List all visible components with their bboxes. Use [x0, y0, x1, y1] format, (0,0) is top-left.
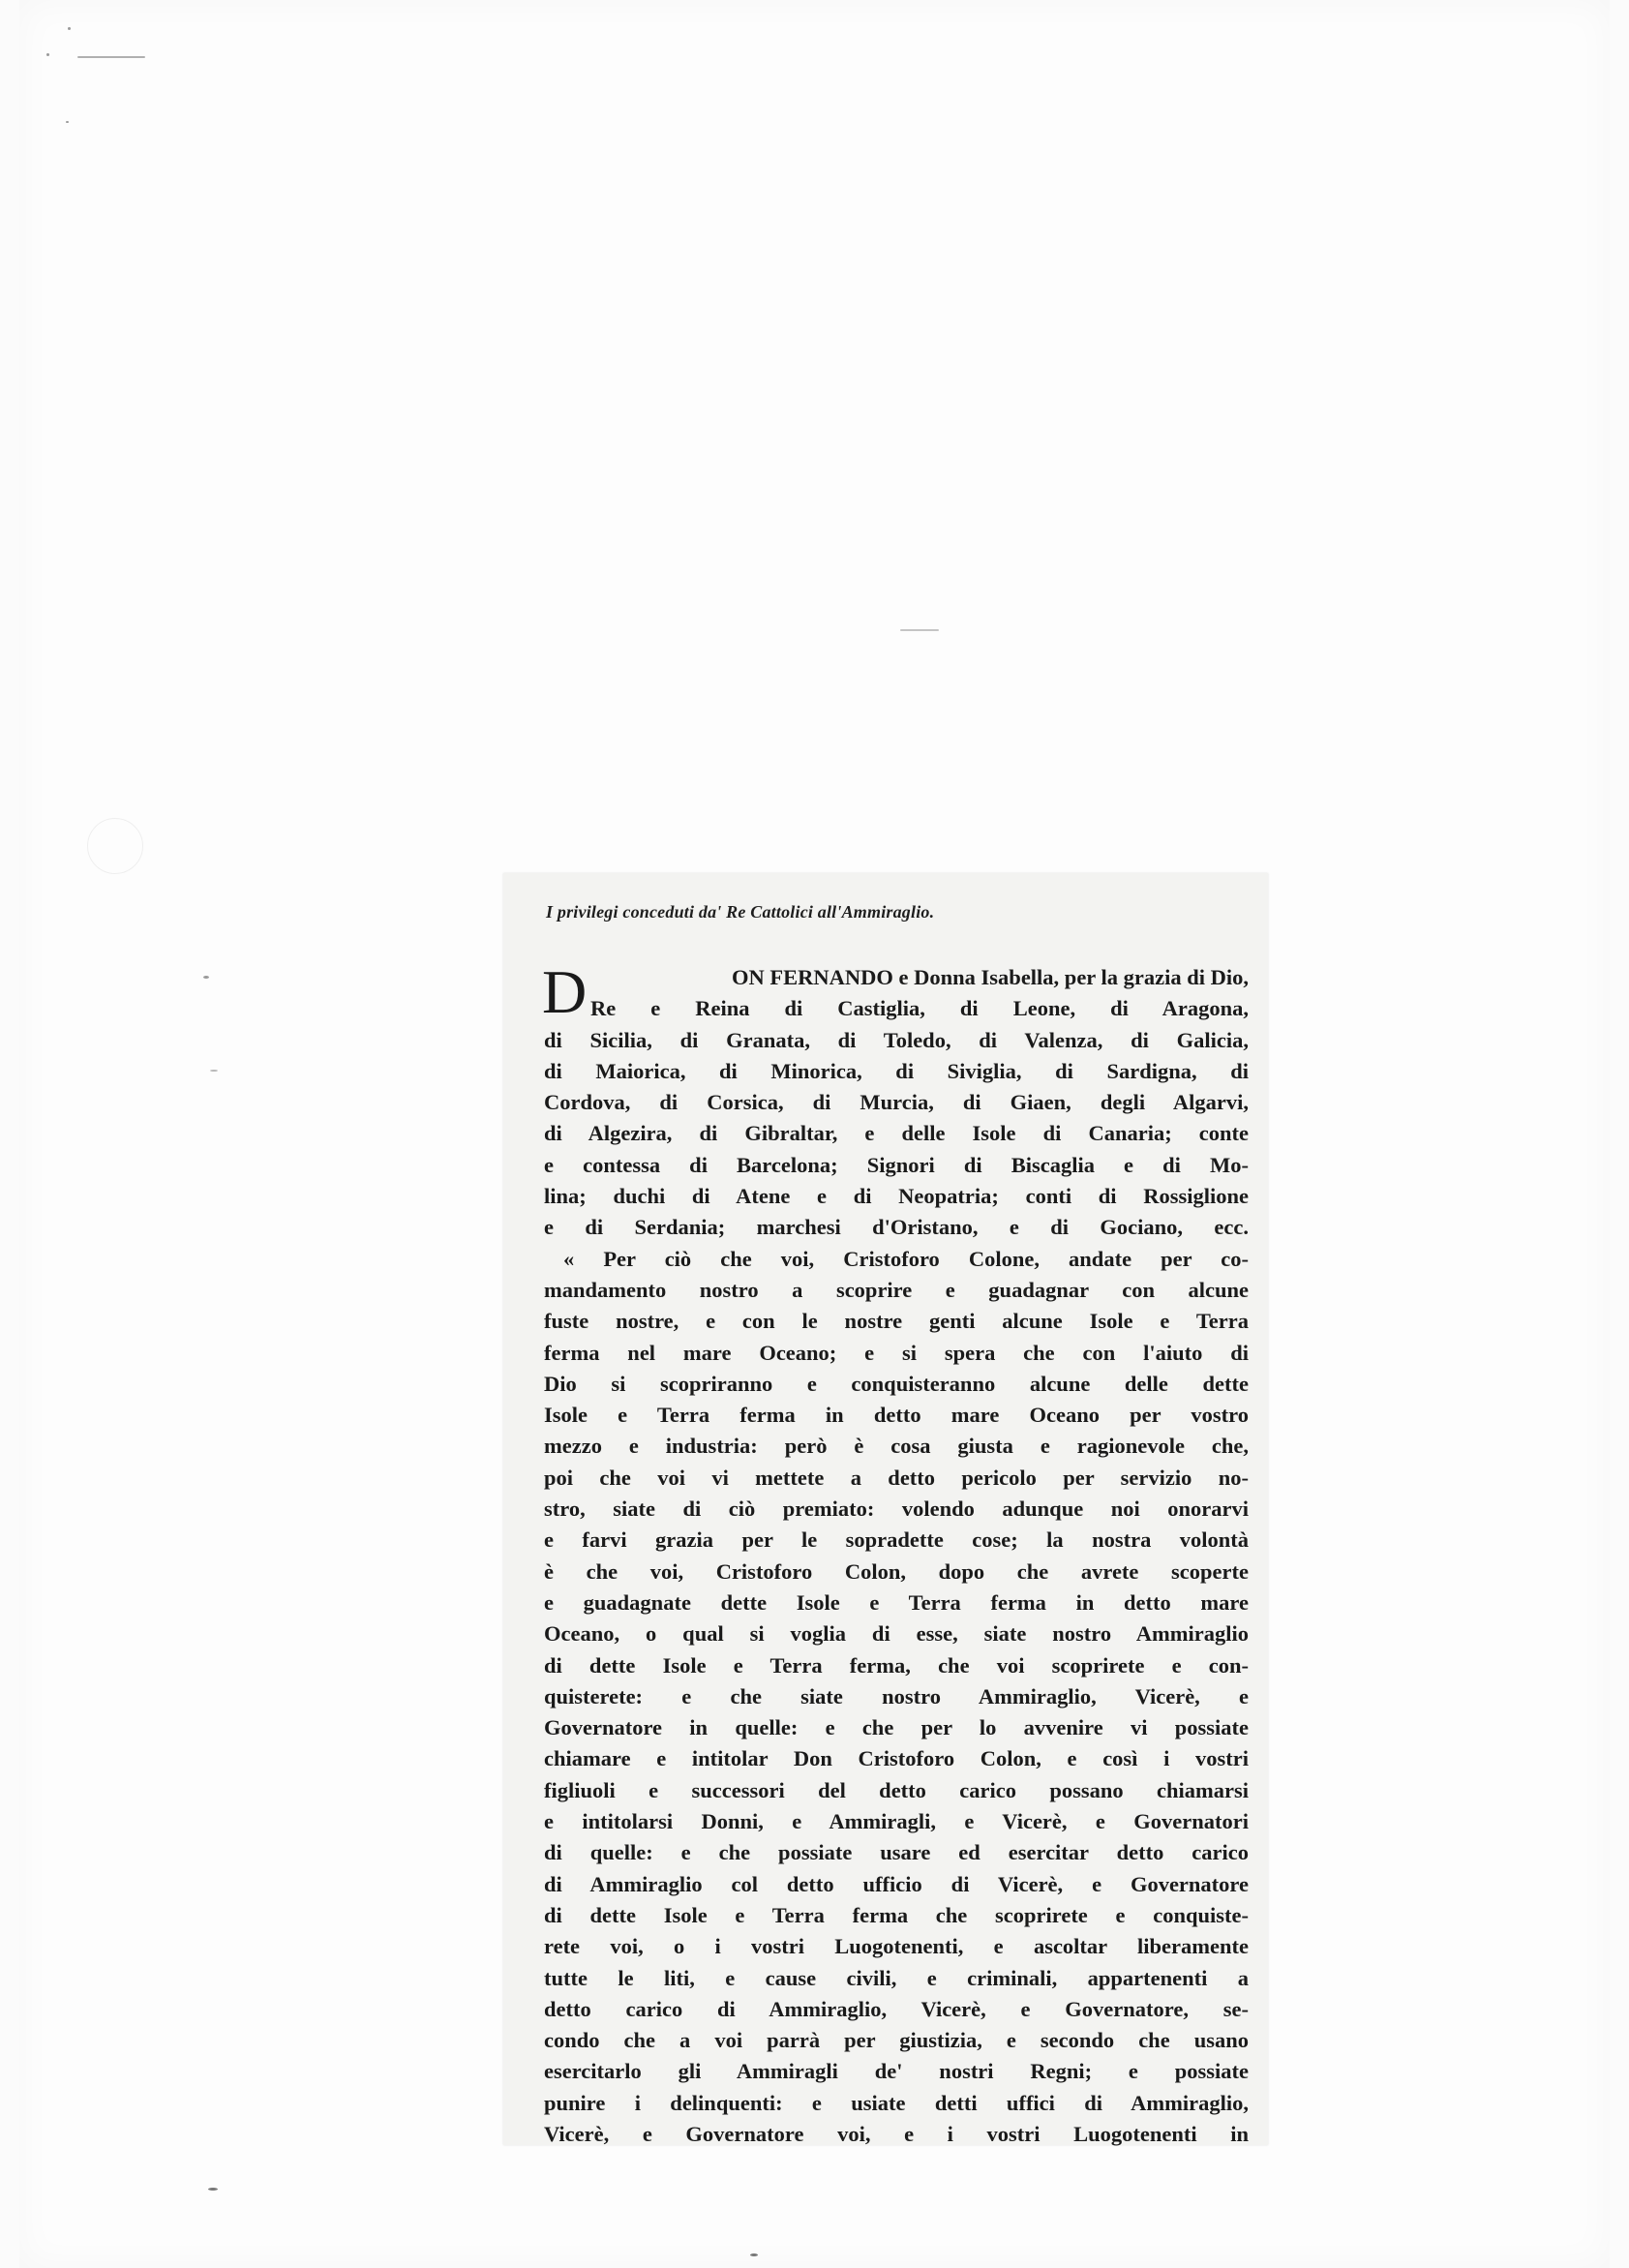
- text-line: stro, siate di ciò premiato: volendo adunque noi onorarvi: [544, 1497, 1249, 1522]
- text-line: è che voi, Cristoforo Colon, dopo che avrete scoperte: [544, 1558, 1249, 1584]
- text-line: e farvi grazia per le sopradette cose; la nostra volontà: [544, 1527, 1249, 1553]
- text-line: di quelle: e che possiate usare ed esercitar detto carico: [544, 1840, 1249, 1865]
- scan-speck: [750, 2253, 758, 2256]
- drop-cap-letter: D: [542, 957, 588, 1026]
- scan-speck: [46, 53, 49, 56]
- text-line: Governatore in quelle: e che per lo avvenire vi possiate: [544, 1715, 1249, 1740]
- clipping-heading: I privilegi conceduti da' Re Cattolici all'Ammiraglio.: [546, 902, 935, 922]
- text-line: e di Serdania; marchesi d'Oristano, e di Gociano, ecc.: [544, 1215, 1249, 1240]
- text-line: e contessa di Barcelona; Signori di Biscaglia e di Mo-: [544, 1152, 1249, 1177]
- text-line: rete voi, o i vostri Luogotenenti, e ascoltar liberamente: [544, 1934, 1249, 1959]
- text-line: di dette Isole e Terra ferma che scoprirete e conquiste-: [544, 1902, 1249, 1927]
- text-line: ON FERNANDO e Donna Isabella, per la grazia di Dio,: [732, 965, 1249, 989]
- text-line: quisterete: e che siate nostro Ammiraglio, Vicerè, e: [544, 1683, 1249, 1709]
- text-line: e intitolarsi Donni, e Ammiragli, e Vicerè, e Governatori: [544, 1809, 1249, 1834]
- scan-speck: [66, 121, 69, 123]
- text-line: Dio si scopriranno e conquisteranno alcune delle dette: [544, 1371, 1249, 1396]
- scan-speck: [77, 56, 145, 58]
- newspaper-clipping: [503, 873, 1268, 2145]
- scan-speck: [208, 2188, 218, 2191]
- scan-speck: [68, 27, 71, 30]
- text-line: mezzo e industria: però è cosa giusta e ragionevole che,: [544, 1434, 1249, 1459]
- scan-speck: [210, 1070, 218, 1072]
- text-line: Vicerè, e Governatore voi, e i vostri Luogotenenti in: [544, 2121, 1249, 2146]
- text-line: condo che a voi parrà per giustizia, e secondo che usano: [544, 2028, 1249, 2053]
- text-line: Re e Reina di Castiglia, di Leone, di Aragona,: [590, 996, 1249, 1021]
- scan-speck: [900, 629, 939, 631]
- punch-hole-mark: [87, 818, 143, 874]
- text-line: chiamare e intitolar Don Cristoforo Colon, e così i vostri: [544, 1746, 1249, 1771]
- text-line: Oceano, o qual si voglia di esse, siate nostro Ammiraglio: [544, 1621, 1249, 1647]
- text-line: di dette Isole e Terra ferma, che voi scoprirete e con-: [544, 1652, 1249, 1678]
- text-line: esercitarlo gli Ammiragli de' nostri Regni; e possiate: [544, 2059, 1249, 2084]
- text-line: tutte le liti, e cause civili, e criminali, appartenenti a: [544, 1965, 1249, 1990]
- text-line: lina; duchi di Atene e di Neopatria; conti di Rossiglione: [544, 1184, 1249, 1209]
- scan-speck: [203, 976, 209, 979]
- text-line: detto carico di Ammiraglio, Vicerè, e Governatore, se-: [544, 1996, 1249, 2021]
- text-line: Isole e Terra ferma in detto mare Oceano per vostro: [544, 1403, 1249, 1428]
- text-line: poi che voi vi mettete a detto pericolo per servizio no-: [544, 1465, 1249, 1490]
- text-line: punire i delinquenti: e usiate detti uffici di Ammiraglio,: [544, 2090, 1249, 2115]
- text-line: Cordova, di Corsica, di Murcia, di Giaen, degli Algarvi,: [544, 1090, 1249, 1115]
- text-line: e guadagnate dette Isole e Terra ferma in detto mare: [544, 1589, 1249, 1615]
- text-line: di Maiorica, di Minorica, di Siviglia, di Sardigna, di: [544, 1058, 1249, 1083]
- text-line: figliuoli e successori del detto carico possano chiamarsi: [544, 1777, 1249, 1802]
- text-line: fuste nostre, e con le nostre genti alcune Isole e Terra: [544, 1309, 1249, 1334]
- text-line: di Algezira, di Gibraltar, e delle Isole di Canaria; conte: [544, 1121, 1249, 1146]
- text-line: di Sicilia, di Granata, di Toledo, di Valenza, di Galicia,: [544, 1027, 1249, 1052]
- text-line: mandamento nostro a scoprire e guadagnar con alcune: [544, 1277, 1249, 1302]
- text-line: di Ammiraglio col detto ufficio di Vicerè, e Governatore: [544, 1871, 1249, 1896]
- text-line: « Per ciò che voi, Cristoforo Colone, andate per co-: [563, 1246, 1249, 1271]
- clipping-body-text: [542, 957, 1249, 2150]
- text-line: ferma nel mare Oceano; e si spera che con l'aiuto di: [544, 1340, 1249, 1365]
